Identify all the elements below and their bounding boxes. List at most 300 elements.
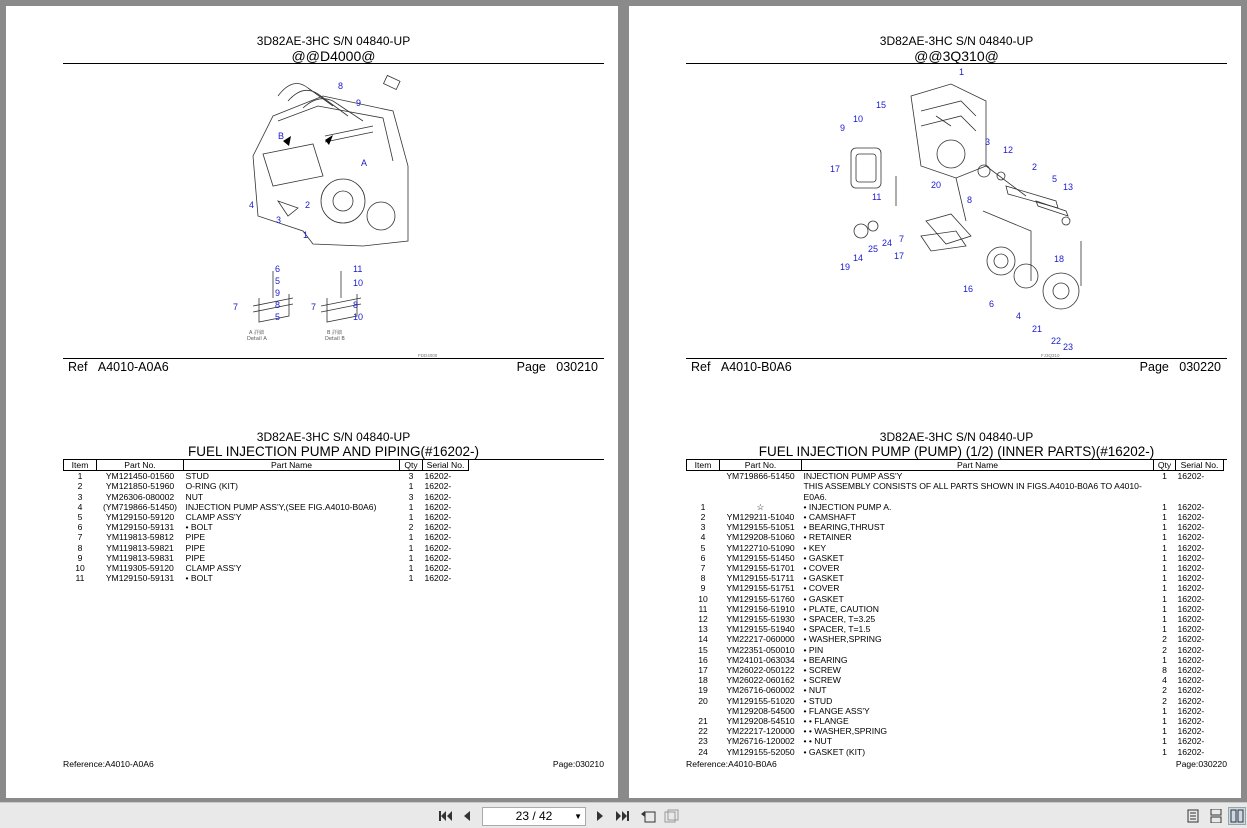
- row-part-no: YM129155-51020: [726, 695, 795, 706]
- table-row: [687, 614, 1224, 624]
- row-item: 11: [75, 573, 85, 584]
- row-qty: 2: [1162, 644, 1167, 655]
- chevron-down-icon: ▼: [574, 812, 582, 821]
- row-qty: 1: [1162, 705, 1167, 716]
- row-part-name: PIPE: [185, 532, 206, 543]
- row-part-name: • SPACER, T=3.25: [803, 614, 876, 625]
- row-item: 9: [700, 583, 706, 594]
- row-part-no: YM129150-59131: [105, 522, 175, 533]
- row-item: 3: [77, 491, 83, 502]
- svg-text:14: 14: [853, 253, 864, 263]
- row-qty: 1: [1162, 471, 1167, 482]
- row-qty: 1: [408, 563, 414, 574]
- svg-text:1: 1: [303, 230, 309, 240]
- row-serial: 16202-: [1177, 501, 1205, 512]
- row-qty: 1: [1162, 726, 1167, 737]
- page-model: 3D82AE-3HC S/N 04840-UP: [256, 34, 411, 48]
- svg-text:18: 18: [1054, 254, 1065, 264]
- page-model: 3D82AE-3HC S/N 04840-UP: [879, 34, 1034, 48]
- row-item: 9: [77, 552, 83, 563]
- row-part-no: (YM719866-51450): [102, 501, 178, 512]
- svg-text:25: 25: [868, 244, 879, 254]
- row-part-no: YM119813-59812: [106, 532, 174, 543]
- svg-text:Detail B: Detail B: [325, 336, 345, 342]
- table-row: [687, 583, 1224, 593]
- row-qty: 1: [408, 512, 414, 523]
- row-item: 5: [77, 512, 83, 523]
- row-part-name: • INJECTION PUMP A.: [803, 501, 892, 512]
- row-part-no: YM24101-063034: [726, 654, 795, 665]
- row-qty: 1: [1162, 542, 1167, 553]
- svg-text:B 詳細: B 詳細: [327, 330, 343, 336]
- section-model: 3D82AE-3HC S/N 04840-UP: [879, 430, 1034, 444]
- row-part-no: YM129155-51760: [726, 593, 795, 604]
- row-part-name: INJECTION PUMP ASS'Y: [803, 471, 903, 482]
- col-part-no: Part No.: [97, 460, 184, 471]
- svg-text:3: 3: [985, 137, 991, 147]
- row-qty: 2: [1162, 634, 1167, 645]
- page-right: [629, 6, 1241, 798]
- row-qty: 1: [1162, 746, 1167, 757]
- svg-text:11: 11: [872, 192, 882, 202]
- ref-row: [691, 360, 1221, 374]
- row-item: [687, 481, 720, 501]
- continuous-icon[interactable]: [1207, 807, 1225, 825]
- table-row: [687, 624, 1224, 634]
- row-part-no: YM129211-51040: [726, 512, 795, 523]
- row-serial: 16202-: [1177, 614, 1205, 625]
- row-serial: 16202-: [424, 512, 452, 523]
- row-part-no: YM22351-050010: [726, 644, 795, 655]
- svg-text:1: 1: [959, 67, 965, 77]
- table-row: [687, 481, 1224, 501]
- row-qty: 8: [1162, 665, 1167, 676]
- row-serial: 16202-: [1177, 675, 1205, 686]
- row-serial: 16202-: [424, 522, 452, 533]
- row-part-no: YM26716-120002: [726, 736, 795, 747]
- svg-text:20: 20: [931, 180, 942, 190]
- row-qty: 1: [1162, 624, 1167, 635]
- row-serial: 16202-: [424, 573, 452, 584]
- table-row: [64, 553, 469, 563]
- row-serial: 16202-: [424, 532, 452, 543]
- row-serial: 16202-: [1177, 726, 1205, 737]
- row-part-no: YM121450-01560: [105, 471, 175, 482]
- col-item: Item: [687, 460, 720, 471]
- page-number: 030220: [1179, 360, 1221, 374]
- svg-text:9: 9: [275, 288, 281, 298]
- row-qty: 1: [1162, 552, 1167, 563]
- exploded-diagram: [63, 66, 604, 358]
- row-item: 10: [698, 593, 708, 604]
- row-qty: 2: [1162, 695, 1167, 706]
- row-part-no: [720, 481, 802, 501]
- row-qty: 1: [1162, 532, 1167, 543]
- svg-text:8: 8: [275, 300, 281, 310]
- row-serial: 16202-: [1177, 542, 1205, 553]
- row-part-name: CLAMP ASS'Y: [185, 563, 242, 574]
- row-item: 1: [700, 501, 706, 512]
- row-part-name: O-RING (KIT): [185, 481, 239, 492]
- row-item: 19: [698, 685, 708, 696]
- row-qty: 1: [1162, 501, 1167, 512]
- row-qty: 1: [1162, 563, 1167, 574]
- row-part-no: YM119813-59831: [106, 552, 174, 563]
- table-row: [687, 512, 1224, 522]
- svg-text:FJ3Q310: FJ3Q310: [1041, 353, 1060, 358]
- row-item: 16: [698, 654, 708, 665]
- row-part-name: • PLATE, CAUTION: [803, 603, 879, 614]
- row-item: 5: [700, 542, 706, 553]
- table-row: [687, 747, 1224, 757]
- row-serial: 16202-: [1177, 603, 1205, 614]
- svg-text:FDD4000: FDD4000: [418, 353, 438, 358]
- svg-text:5: 5: [1052, 174, 1058, 184]
- row-part-name: • • NUT: [803, 736, 832, 747]
- row-part-no: YM26306-080002: [105, 491, 175, 502]
- footer-rule: [686, 358, 1227, 359]
- svg-text:23: 23: [1063, 342, 1074, 352]
- table-row: [687, 594, 1224, 604]
- row-part-no: YM119305-59120: [106, 563, 174, 574]
- svg-text:17: 17: [894, 251, 905, 261]
- footer-page: Page:030220: [1175, 759, 1227, 769]
- row-serial: 16202-: [1177, 624, 1205, 635]
- table-row: [64, 573, 469, 583]
- footer-page: Page:030210: [552, 759, 604, 769]
- svg-text:2: 2: [1032, 162, 1038, 172]
- svg-text:7: 7: [899, 234, 905, 244]
- row-item: 7: [77, 532, 83, 543]
- page-code: @@3Q310@: [914, 48, 999, 64]
- row-part-no: YM121850-51960: [105, 481, 175, 492]
- row-item: 8: [700, 573, 706, 584]
- row-qty: [1154, 481, 1176, 501]
- footer-reference: Reference:A4010-A0A6: [63, 759, 154, 769]
- col-serial: Serial No.: [1176, 460, 1224, 471]
- svg-text:8: 8: [353, 300, 359, 310]
- col-part-name: Part Name: [802, 460, 1154, 471]
- table-row: [687, 645, 1224, 655]
- ref-value: A4010-A0A6: [97, 360, 169, 374]
- row-qty: 1: [408, 501, 414, 512]
- svg-text:24: 24: [882, 238, 893, 248]
- row-part-no: YM129155-51930: [726, 614, 795, 625]
- svg-text:B: B: [278, 131, 285, 141]
- row-part-no: YM22217-120000: [726, 726, 795, 737]
- table-row: [64, 512, 469, 522]
- row-part-name: PIPE: [185, 552, 206, 563]
- row-qty: 1: [1162, 512, 1167, 523]
- page-code: @@D4000@: [291, 48, 376, 64]
- row-serial: 16202-: [424, 471, 452, 482]
- svg-text:3: 3: [276, 215, 282, 225]
- ref-row: [68, 360, 598, 374]
- svg-text:8: 8: [338, 81, 344, 91]
- row-item: 4: [700, 532, 706, 543]
- row-part-no: YM129208-54510: [726, 716, 795, 727]
- row-item: 6: [700, 552, 706, 563]
- row-qty: 4: [1162, 675, 1167, 686]
- row-qty: 1: [1162, 593, 1167, 604]
- parts-table: [63, 459, 469, 583]
- row-qty: 1: [408, 481, 414, 492]
- table-row: [687, 716, 1224, 726]
- row-part-no: YM129208-51060: [726, 532, 795, 543]
- row-serial: 16202-: [424, 481, 452, 492]
- row-serial: 16202-: [1177, 552, 1205, 563]
- svg-text:A: A: [361, 158, 368, 168]
- row-part-name: • • WASHER,SPRING: [803, 726, 888, 737]
- col-part-no: Part No.: [720, 460, 802, 471]
- row-qty: 1: [408, 573, 414, 584]
- row-part-name: • BEARING,THRUST: [803, 522, 885, 533]
- row-part-name: CLAMP ASS'Y: [185, 512, 242, 523]
- row-part-no: YM119813-59821: [106, 542, 174, 553]
- row-item: 18: [698, 675, 708, 686]
- row-item: 11: [698, 603, 708, 614]
- row-qty: 1: [1162, 522, 1167, 533]
- row-item: 1: [77, 471, 83, 482]
- row-qty: 1: [408, 552, 414, 563]
- row-part-name: • PIN: [803, 644, 824, 655]
- table-row: [687, 471, 1224, 482]
- row-item: 15: [698, 644, 708, 655]
- row-part-name: • RETAINER: [803, 532, 852, 543]
- table-row: [64, 532, 469, 542]
- table-row: [687, 543, 1224, 553]
- row-part-no: YM26022-050122: [726, 665, 795, 676]
- svg-text:7: 7: [311, 302, 317, 312]
- page-number-input[interactable]: [482, 807, 586, 826]
- row-item: 12: [698, 614, 708, 625]
- row-part-name: • SPACER, T=1.5: [803, 624, 871, 635]
- row-part-name: • GASKET: [803, 573, 844, 584]
- svg-text:21: 21: [1032, 324, 1043, 334]
- back-view-icon[interactable]: [639, 807, 657, 825]
- row-serial: 16202-: [1177, 736, 1205, 747]
- row-item: 24: [698, 746, 708, 757]
- table-row: [64, 502, 469, 512]
- row-part-name: • STUD: [803, 695, 833, 706]
- col-item: Item: [64, 460, 97, 471]
- col-part-name: Part Name: [184, 460, 400, 471]
- svg-text:15: 15: [876, 100, 887, 110]
- svg-text:7: 7: [233, 302, 239, 312]
- row-serial: 16202-: [424, 542, 452, 553]
- svg-text:17: 17: [830, 164, 841, 174]
- svg-text:A 詳細: A 詳細: [249, 330, 265, 336]
- row-part-name: • CAMSHAFT: [803, 512, 857, 523]
- row-part-no: YM129150-59131: [105, 573, 175, 584]
- row-part-no: YM129155-52050: [726, 746, 795, 757]
- col-serial: Serial No.: [423, 460, 469, 471]
- header-rule: [63, 63, 604, 64]
- svg-text:11: 11: [353, 264, 363, 274]
- table-row: [64, 492, 469, 502]
- row-qty: 1: [408, 542, 414, 553]
- svg-text:10: 10: [853, 114, 864, 124]
- svg-text:9: 9: [356, 98, 362, 108]
- row-item: 6: [77, 522, 83, 533]
- row-serial: 16202-: [1177, 471, 1205, 482]
- section-title: FUEL INJECTION PUMP AND PIPING(#16202-): [187, 444, 480, 459]
- row-serial: 16202-: [1177, 665, 1205, 676]
- row-serial: 16202-: [1177, 685, 1205, 696]
- svg-text:4: 4: [1016, 311, 1022, 321]
- row-part-name: • SCREW: [803, 675, 841, 686]
- row-part-name: • WASHER,SPRING: [803, 634, 882, 645]
- row-qty: 1: [408, 532, 414, 543]
- ref-value: A4010-B0A6: [720, 360, 792, 374]
- table-row: [687, 634, 1224, 644]
- svg-text:22: 22: [1051, 336, 1062, 346]
- svg-text:6: 6: [275, 264, 281, 274]
- row-qty: 2: [1162, 685, 1167, 696]
- svg-text:5: 5: [275, 276, 281, 286]
- row-serial: 16202-: [1177, 512, 1205, 523]
- table-row: [687, 696, 1224, 706]
- single-page-icon[interactable]: [1184, 807, 1202, 825]
- table-row: [687, 665, 1224, 675]
- svg-text:10: 10: [353, 278, 364, 288]
- row-qty: 1: [1162, 603, 1167, 614]
- row-serial: 16202-: [1177, 695, 1205, 706]
- table-row: [64, 471, 469, 482]
- row-item: 21: [698, 716, 708, 727]
- footer-reference: Reference:A4010-B0A6: [686, 759, 777, 769]
- row-qty: 1: [1162, 573, 1167, 584]
- table-row: [64, 563, 469, 573]
- row-part-no: YM129208-54500: [726, 705, 795, 716]
- row-qty: 1: [1162, 736, 1167, 747]
- row-serial: 16202-: [1177, 593, 1205, 604]
- table-row: [687, 675, 1224, 685]
- table-row: [64, 543, 469, 553]
- table-row: [687, 655, 1224, 665]
- svg-text:8: 8: [967, 195, 973, 205]
- row-item: 10: [75, 563, 85, 574]
- page-label: Page: [516, 360, 546, 374]
- row-serial: 16202-: [424, 552, 452, 563]
- svg-text:6: 6: [989, 299, 995, 309]
- row-part-name: • KEY: [803, 542, 827, 553]
- table-row: [687, 502, 1224, 512]
- row-item: 23: [698, 736, 708, 747]
- row-item: 3: [700, 522, 706, 533]
- svg-text:Detail A: Detail A: [247, 336, 267, 342]
- section-title: FUEL INJECTION PUMP (PUMP) (1/2) (INNER PARTS)(#16202-): [758, 444, 1155, 459]
- prev-page-icon[interactable]: [458, 807, 476, 825]
- table-row: [64, 481, 469, 491]
- svg-text:13: 13: [1063, 182, 1074, 192]
- row-serial: 16202-: [1177, 716, 1205, 727]
- last-page-icon[interactable]: [613, 807, 631, 825]
- table-row: [687, 532, 1224, 542]
- row-part-name: • BOLT: [185, 522, 213, 533]
- row-serial: 16202-: [424, 501, 452, 512]
- row-serial: 16202-: [1177, 522, 1205, 533]
- row-part-name: • BOLT: [185, 573, 213, 584]
- row-item: 8: [77, 542, 83, 553]
- row-serial: 16202-: [1177, 654, 1205, 665]
- page-indicator: 23 / 42: [515, 809, 553, 823]
- row-part-name: • NUT: [803, 685, 827, 696]
- row-qty: 1: [1162, 654, 1167, 665]
- row-item: 4: [77, 501, 83, 512]
- table-row: [687, 685, 1224, 695]
- row-part-name: • COVER: [803, 563, 840, 574]
- header-rule: [686, 63, 1227, 64]
- row-serial: 16202-: [1177, 634, 1205, 645]
- row-serial: 16202-: [1177, 532, 1205, 543]
- row-part-name: • GASKET: [803, 552, 844, 563]
- first-page-icon[interactable]: [437, 807, 455, 825]
- row-item: 20: [698, 695, 708, 706]
- parts-table: [686, 459, 1224, 757]
- next-page-icon[interactable]: [591, 807, 609, 825]
- svg-text:2: 2: [305, 200, 311, 210]
- row-part-no: YM26022-060162: [726, 675, 795, 686]
- exploded-diagram: [686, 66, 1227, 358]
- row-serial: 16202-: [1177, 573, 1205, 584]
- row-part-name: • FLANGE ASS'Y: [803, 705, 870, 716]
- row-qty: 3: [408, 491, 414, 502]
- forward-view-icon[interactable]: [663, 807, 681, 825]
- row-qty: 3: [408, 471, 414, 482]
- row-part-no: YM129156-51910: [726, 603, 795, 614]
- row-serial: [1176, 481, 1224, 501]
- svg-text:12: 12: [1003, 145, 1014, 155]
- row-item: 14: [698, 634, 708, 645]
- row-part-no: YM129155-51051: [726, 522, 795, 533]
- row-part-name: • • FLANGE: [803, 716, 849, 727]
- row-part-name: STUD: [185, 471, 209, 482]
- row-part-no: YM129155-51450: [726, 552, 795, 563]
- row-part-no: YM22217-060000: [726, 634, 795, 645]
- ref-label: Ref: [691, 360, 711, 374]
- table-row: [687, 726, 1224, 736]
- row-part-no: ☆: [756, 501, 765, 512]
- two-page-icon[interactable]: [1228, 807, 1246, 825]
- row-part-no: YM129155-51751: [726, 583, 795, 594]
- table-row: [687, 736, 1224, 746]
- col-qty: Qty: [400, 460, 423, 471]
- row-qty: 2: [408, 522, 414, 533]
- svg-text:4: 4: [249, 200, 255, 210]
- row-qty: 1: [1162, 716, 1167, 727]
- row-part-name: PIPE: [185, 542, 206, 553]
- row-part-name: • GASKET: [803, 593, 844, 604]
- svg-text:9: 9: [840, 123, 846, 133]
- row-part-no: YM26716-060002: [726, 685, 795, 696]
- svg-text:5: 5: [275, 312, 281, 322]
- table-row: [687, 553, 1224, 563]
- svg-text:16: 16: [963, 284, 974, 294]
- row-item: 22: [698, 726, 708, 737]
- row-item: [687, 706, 720, 716]
- svg-text:19: 19: [840, 262, 851, 272]
- row-part-name: • COVER: [803, 583, 840, 594]
- page-number: 030210: [556, 360, 598, 374]
- table-row: [64, 522, 469, 532]
- row-item: 7: [700, 563, 706, 574]
- row-part-name: INJECTION PUMP ASS'Y,(SEE FIG.A4010-B0A6): [185, 501, 377, 512]
- row-item: [687, 471, 720, 482]
- row-qty: 1: [1162, 583, 1167, 594]
- row-part-name: • SCREW: [803, 665, 841, 676]
- row-part-no: YM719866-51450: [726, 471, 795, 482]
